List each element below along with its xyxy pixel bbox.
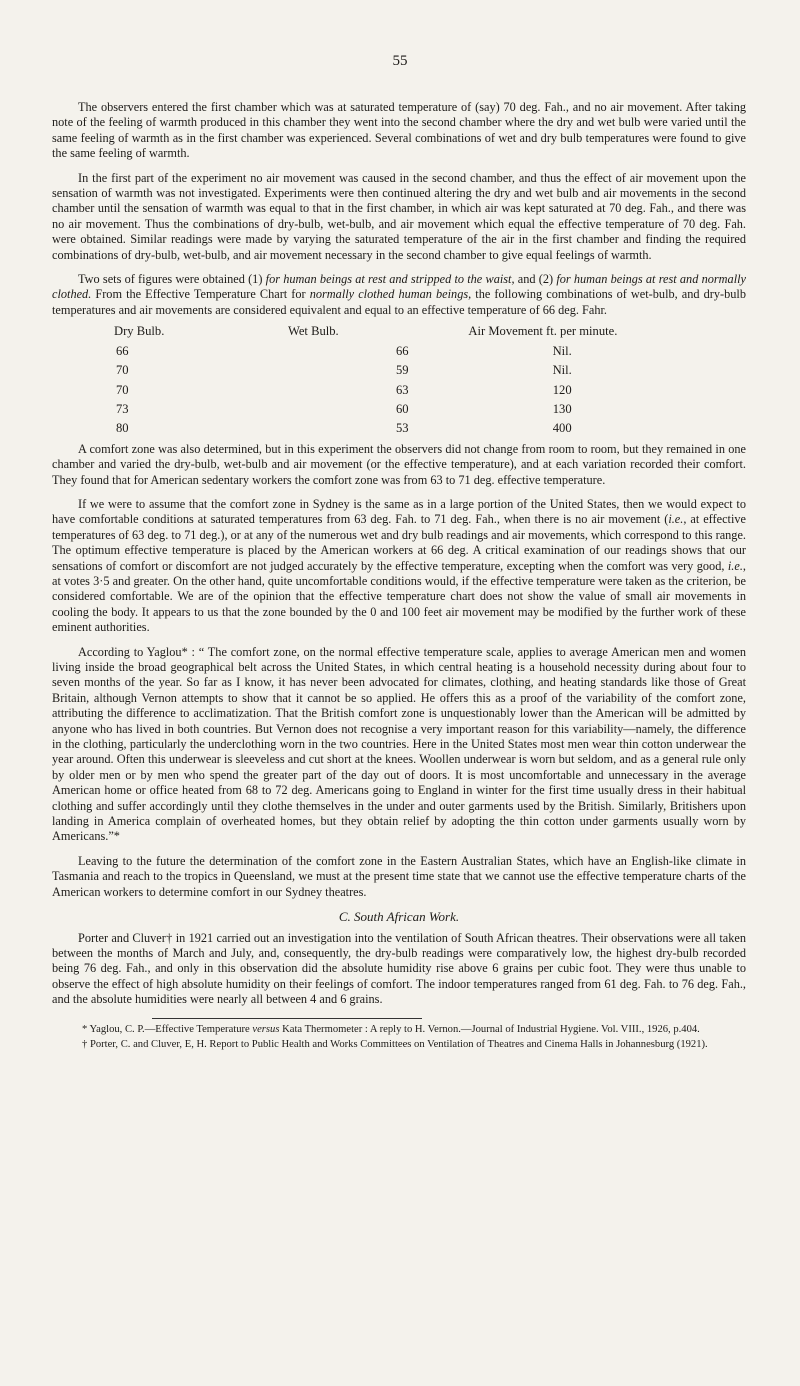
text-run: If we were to assume that the comfort zone in Sydney is the same as in a large portion of the United States, then we would expect to have comfortable conditions at saturated temperatures from 63 deg. Fah. to 71 deg. Fah., when there is no air movement (: [52, 496, 746, 527]
table-header-row: [52, 324, 746, 343]
text-run: , at effective temperatures of 63 deg. to 71 deg.), or at any of the numerous wet and dry bulb readings and air movements, which correspond to this range. The optimum effective temperature is placed by the American workers at 66 deg. A critical examination of our readings shows that our sensations of comfort or discomfort are not judged accurately by the effective temperature, excepting when the comfort was very good,: [52, 512, 746, 573]
text-run: , at votes 3·5 and greater. On the other hand, quite uncomfortable conditions would, if the effective temperature were taken as the criterion, be considered comfortable. We are of the opinion that the effective temperature chart does not show the value of small air movements in cooling the body. It appears to us that the zone bounded by the 0 and 100 feet air movement may be modified by the further work of these eminent authorities.: [52, 558, 746, 635]
footnotes: [52, 1023, 746, 1052]
text-run: Kata Thermometer : A reply to H. Vernon.—Journal of Industrial Hygiene. Vol. VIII., 1926, p.404.: [279, 1023, 700, 1035]
cell-wet-bulb: 53: [395, 421, 409, 436]
paragraph: According to Yaglou* : “ The comfort zone, on the normal effective temperature scale, applies to average American men and women living inside the broad geographical belt across the United States, in which central heating is a household necessity during about four to seven months of the year. So far as I know, it has never been advocated for climates, clothing, and heating standards like those of Great Britain, although Vernon attempts to show that it cannot be so applied. He offers this as a proof of the variability of the comfort zone, attributing the difference to acclimatization. That the British comfort zone is unquestionably lower than the American will be admitted by anyone who has lived in both countries. But Vernon does not recognise a very important reason for this variability—namely, the difference in the clothing, particularly the underclothing worn in the two countries. Here in the United States most men wear thin cotton underwear the year around. Often this underwear is sleeveless and cut short at the knees. Woollen underwear is worn but seldom, and as a general rule only by older men or by men who spend the greater part of the day out of doors. It is most uncomfortable and unnecessary in the average American home or office heated from 68 to 72 deg. Americans going to England in winter for the first time usually dress in their habitual clothing and suffer accordingly until they clothe themselves in the under and outer garments used by the British. Similarly, Britishers upon landing in America complain of overheated homes, but they obtain relief by adopting the thin cotton under garments usually worn by Americans.”*: [52, 644, 746, 844]
paragraph: Porter and Cluver† in 1921 carried out an investigation into the ventilation of South African theatres. Their observations were all taken between the months of March and July, and, consequently, the dry-bulb readings were comparatively low, the highest dry-bulb recorded being 76 deg. Fah., and only in this observation did the absolute humidity rise above 6 grains per cubic foot. They were thus unable to observe the effect of high absolute humidity on their feelings of comfort. The indoor temperatures ranged from 61 deg. Fah. to 76 deg. Fah., and the absolute humidities were nearly all between 4 and 6 grains.: [52, 930, 746, 1007]
paragraph: [52, 272, 746, 318]
column-header-dry-bulb: Dry Bulb.: [114, 324, 165, 339]
cell-air-movement: 130: [552, 401, 572, 416]
cell-dry-bulb: 70: [116, 363, 129, 378]
paragraph: A comfort zone was also determined, but in this experiment the observers did not change from room to room, but they remained in one chamber and varied the dry-bulb, wet-bulb and air movement (or the effective temperature), and at each variation recorded their comfort. They found that for American sedentary workers the comfort zone was from 63 to 71 deg. effective temperature.: [52, 441, 746, 487]
footnote-divider: [152, 1018, 422, 1019]
italic-text: versus: [252, 1023, 280, 1035]
cell-dry-bulb: 70: [116, 382, 129, 397]
italic-text: normally clothed human beings,: [309, 287, 472, 302]
readings-table: [52, 324, 746, 440]
page-number: 55: [392, 53, 408, 69]
table-row: [52, 363, 746, 382]
table-row: [52, 344, 746, 363]
cell-wet-bulb: 60: [395, 401, 409, 416]
paragraph: [52, 497, 746, 636]
footnote: [52, 1023, 746, 1037]
column-header-air-movement: Air Movement ft. per minute.: [468, 324, 618, 339]
paragraph: Leaving to the future the determination of the comfort zone in the Eastern Australian States, which have an English-like climate in Tasmania and reach to the tropics in Queensland, we must at the present time state that we cannot use the effective temperature charts of the American workers to determine comfort in our Sydney theatres.: [52, 853, 746, 899]
table-row: [52, 402, 746, 421]
text-run: Two sets of figures were obtained (1): [78, 272, 266, 287]
section-subheading: C. South African Work.: [338, 909, 460, 925]
italic-text: for human beings at rest and normally clothed.: [52, 272, 746, 302]
column-header-wet-bulb: Wet Bulb.: [287, 324, 339, 339]
cell-wet-bulb: 63: [395, 382, 409, 397]
cell-air-movement: Nil.: [552, 363, 572, 378]
cell-dry-bulb: 80: [116, 421, 129, 436]
text-run: and (2): [514, 272, 557, 287]
text-run: the following combinations of wet-bulb, and dry-bulb temperatures and air movements are considered equivalent and equal to an effective temperature of 66 deg. Fahr.: [52, 287, 746, 317]
cell-air-movement: 400: [552, 421, 572, 436]
cell-dry-bulb: 66: [116, 343, 129, 358]
paragraph: The observers entered the first chamber which was at saturated temperature of (say) 70 deg. Fah., and no air movement. After taking note of the feeling of warmth produced in this chamber they went into the second chamber where the dry and wet bulb were varied until the same feeling of warmth as in the first chamber was experienced. Several combinations of wet and dry bulb temperatures were found to give the same feeling of warmth.: [52, 100, 746, 161]
cell-air-movement: Nil.: [552, 343, 572, 358]
italic-text: i.e.: [727, 558, 743, 573]
paragraph: In the first part of the experiment no air movement was caused in the second chamber, and thus the effect of air movement upon the sensation of warmth was not investigated. Experiments were then continued altering the dry and wet bulb and air movements in the second chamber until the sensation of warmth was equal to that in the first chamber, in which air was kept saturated at 70 deg. Fah., and there was no air movement. Thus the combinations of dry-bulb, wet-bulb, and air movement which equal the effective temperature of 70 deg. Fah. were obtained. Similar readings were made by varying the saturated temperature of the air in the first chamber and finding the required combinations of dry-bulb, wet-bulb, and air movement necessary in the second chamber to give equal feelings of warmth.: [52, 170, 746, 262]
table-row: [52, 421, 746, 440]
body-text: [52, 100, 746, 1054]
italic-text: i.e.: [668, 512, 684, 527]
footnote: † Porter, C. and Cluver, E, H. Report to Public Health and Works Committees on Ventilation of Theatres and Cinema Halls in Johannesburg (1921).: [82, 1039, 708, 1051]
table-row: [52, 383, 746, 402]
text-run: * Yaglou, C. P.—Effective Temperature: [82, 1023, 253, 1035]
italic-text: for human beings at rest and stripped to the waist,: [265, 272, 515, 287]
cell-wet-bulb: 59: [395, 363, 409, 378]
text-run: From the Effective Temperature Chart for: [91, 287, 310, 302]
cell-wet-bulb: 66: [395, 343, 409, 358]
cell-dry-bulb: 73: [116, 401, 129, 416]
cell-air-movement: 120: [552, 382, 572, 397]
